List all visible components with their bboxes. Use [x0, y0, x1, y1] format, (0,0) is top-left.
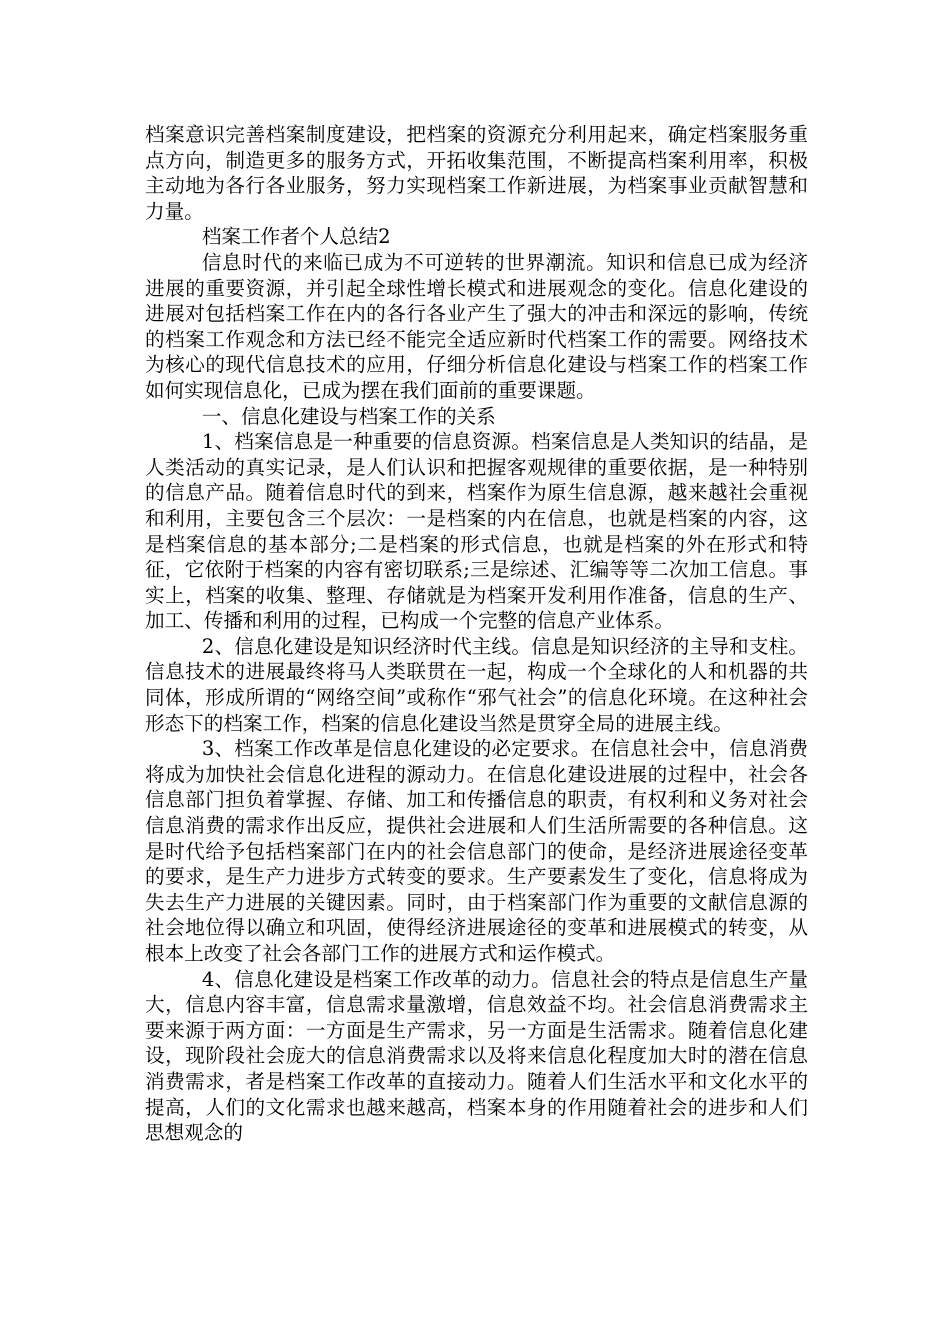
paragraph-8: 4、信息化建设是档案工作改革的动力。信息社会的特点是信息生产量大，信息内容丰富，信息需求量激增，信息效益不均。社会信息消费需求主要来源于两方面：一方面是生产需求，另一方面是生活需求。随着信息化建设，现阶段社会庞大的信息消费需求以及将来信息化程度加大时的潜在信息消费需求，者是档案工作改革的直接动力。随着人们生活水平和文化水平的提高，人们的文化需求也越来越高，档案本身的作用随着社会的进步和人们思想观念的: [145, 967, 808, 1145]
document-body: [145, 122, 808, 1146]
section-heading-relationship: 一、信息化建设与档案工作的关系: [201, 404, 496, 428]
paragraph-5: 1、档案信息是一种重要的信息资源。档案信息是人类知识的结晶，是人类活动的真实记录，是人们认识和把握客观规律的重要依据，是一种特别的信息产品。随着信息时代的到来，档案作为原生信息源，越来越社会重视和利用，主要包含三个层次：一是档案的内在信息，也就是档案的内容，这是档案信息的基本部分;二是档案的形式信息，也就是档案的外在形式和特征，它依附于档案的内容有密切联系;三是综述、汇编等等二次加工信息。事实上，档案的收集、整理、存储就是为档案开发利用作准备，信息的生产、加工、传播和利用的过程，已构成一个完整的信息产业体系。: [145, 430, 808, 633]
paragraph-6: 2、信息化建设是知识经济时代主线。信息是知识经济的主导和支柱。信息技术的进展最终将马人类联贯在一起，构成一个全球化的人和机器的共同体，形成所谓的“网络空间”或称作“邪气社会”的信息化环境。在这种社会形态下的档案工作，档案的信息化建设当然是贯穿全局的进展主线。: [145, 634, 808, 735]
section-heading-summary-2: 档案工作者个人总结2: [201, 225, 391, 249]
paragraph-3: 信息时代的来临已成为不可逆转的世界潮流。知识和信息已成为经济进展的重要资源，并引起全球性增长模式和进展观念的变化。信息化建设的进展对包括档案工作在内的各行各业产生了强大的冲击和深远的影响，传统的档案工作观念和方法已经不能完全适应新时代档案工作的需要。网络技术为核心的现代信息技术的应用，仔细分析信息化建设与档案工作的档案工作如何实现信息化，已成为摆在我们面前的重要课题。: [145, 250, 808, 402]
paragraph-1: 档案意识完善档案制度建设，把档案的资源充分利用起来，确定档案服务重点方向，制造更多的服务方式，开拓收集范围，不断提高档案利用率，积极主动地为各行各业服务，努力实现档案工作新进展，为档案事业贡献智慧和力量。: [145, 123, 808, 223]
paragraph-7: 3、档案工作改革是信息化建设的必定要求。在信息社会中，信息消费将成为加快社会信息化进程的源动力。在信息化建设进展的过程中，社会各信息部门担负着掌握、存储、加工和传播信息的职责，有权利和义务对社会信息消费的需求作出反应，提供社会进展和人们生活所需要的各种信息。这是时代给予包括档案部门在内的社会信息部门的使命，是经济进展途径变革的要求，是生产力进步方式转变的要求。生产要素发生了变化，信息将成为失去生产力进展的关键因素。同时，由于档案部门作为重要的文献信息源的社会地位得以确立和巩固，使得经济进展途径的变革和进展模式的转变，从根本上改变了社会各部门工作的进展方式和运作模式。: [145, 737, 808, 965]
